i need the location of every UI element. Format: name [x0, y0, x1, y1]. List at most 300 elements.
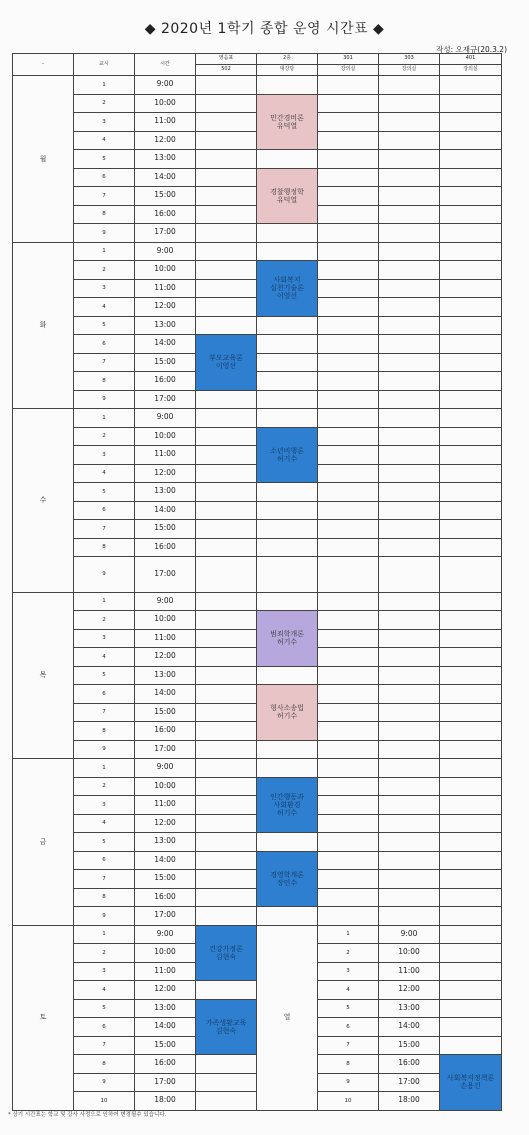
header-room-bottom: 대강당: [257, 65, 318, 76]
header-room-top: 303: [379, 54, 440, 65]
period-number: 3: [74, 279, 135, 298]
empty-cell: [318, 261, 379, 280]
empty-cell: [318, 592, 379, 611]
empty-cell: [196, 168, 257, 187]
period-time: 14:00: [379, 1018, 440, 1037]
day-label: 금: [13, 759, 74, 926]
empty-cell: [379, 648, 440, 667]
empty-cell: [196, 538, 257, 557]
period-time: 10:00: [379, 944, 440, 963]
class-block: 민간경비론 유덕열: [257, 94, 318, 150]
empty-cell: [440, 870, 502, 889]
empty-cell: [318, 538, 379, 557]
period-number: 3: [74, 962, 135, 981]
empty-cell: [257, 242, 318, 261]
empty-cell: [440, 464, 502, 483]
period-number: 1: [74, 409, 135, 428]
empty-cell: [440, 94, 502, 113]
period-number: 2: [74, 427, 135, 446]
empty-cell: [196, 150, 257, 169]
empty-cell: [318, 187, 379, 206]
author-note: 작성: 오재규(20.3.2): [436, 45, 507, 54]
period-time: 16:00: [135, 888, 196, 907]
empty-cell: [196, 557, 257, 593]
period-time: 13:00: [135, 483, 196, 502]
empty-cell: [196, 592, 257, 611]
header-period: 교시: [74, 54, 135, 76]
empty-cell: [318, 520, 379, 539]
period-time: 10:00: [135, 94, 196, 113]
period-number: 3: [318, 962, 379, 981]
empty-cell: [379, 409, 440, 428]
period-number: 5: [74, 483, 135, 502]
period-number: 7: [74, 353, 135, 372]
empty-cell: [440, 629, 502, 648]
period-number: 5: [74, 316, 135, 335]
empty-cell: [318, 722, 379, 741]
empty-cell: [379, 759, 440, 778]
period-number: 10: [74, 1092, 135, 1111]
empty-cell: [440, 150, 502, 169]
empty-cell: [196, 298, 257, 317]
empty-cell: [440, 557, 502, 593]
empty-cell: [318, 907, 379, 926]
day-label: 토: [13, 925, 74, 1110]
empty-cell: [318, 851, 379, 870]
empty-cell: [257, 833, 318, 852]
empty-cell: [379, 796, 440, 815]
period-time: 11:00: [379, 962, 440, 981]
empty-cell: [318, 168, 379, 187]
empty-cell: [440, 592, 502, 611]
empty-cell: [318, 279, 379, 298]
period-time: 18:00: [135, 1092, 196, 1111]
header-room-top: 영음표: [196, 54, 257, 65]
empty-cell: [379, 666, 440, 685]
empty-cell: [318, 113, 379, 132]
empty-cell: [318, 870, 379, 889]
period-time: 15:00: [135, 353, 196, 372]
period-number: 5: [74, 666, 135, 685]
period-time: 17:00: [135, 1073, 196, 1092]
empty-cell: [440, 501, 502, 520]
period-number: 5: [74, 999, 135, 1018]
empty-cell: [196, 409, 257, 428]
empty-cell: [196, 261, 257, 280]
empty-cell: [379, 520, 440, 539]
empty-cell: [318, 759, 379, 778]
empty-cell: [196, 703, 257, 722]
period-time: 16:00: [135, 205, 196, 224]
period-number: 6: [74, 335, 135, 354]
period-number: 2: [318, 944, 379, 963]
empty-cell: [196, 666, 257, 685]
empty-cell: [379, 113, 440, 132]
empty-cell: [196, 796, 257, 815]
empty-cell: [440, 242, 502, 261]
period-number: 2: [74, 261, 135, 280]
period-number: 3: [74, 446, 135, 465]
empty-cell: [440, 446, 502, 465]
period-time: 13:00: [135, 150, 196, 169]
empty-cell: [440, 685, 502, 704]
class-block: 범죄학개론 허기수: [257, 611, 318, 667]
empty-cell: [440, 224, 502, 243]
period-number: 8: [74, 205, 135, 224]
header-room-bottom: 강의실: [440, 65, 502, 76]
empty-cell: [379, 814, 440, 833]
period-time: 11:00: [135, 629, 196, 648]
class-block: 형사소송법 허기수: [257, 685, 318, 741]
period-time: 12:00: [135, 648, 196, 667]
period-time: 16:00: [379, 1055, 440, 1074]
empty-cell: [318, 611, 379, 630]
empty-cell: [318, 685, 379, 704]
empty-cell: [318, 150, 379, 169]
period-time: 16:00: [135, 372, 196, 391]
period-time: 14:00: [135, 501, 196, 520]
empty-cell: [196, 131, 257, 150]
period-number: 2: [74, 94, 135, 113]
period-time: 15:00: [135, 703, 196, 722]
timetable: [12, 53, 502, 1111]
period-number: 4: [74, 981, 135, 1000]
period-number: 9: [74, 907, 135, 926]
empty-cell: [196, 648, 257, 667]
empty-cell: [196, 981, 257, 1000]
empty-cell: [257, 150, 318, 169]
period-number: 8: [74, 722, 135, 741]
period-number: 6: [74, 168, 135, 187]
period-number: 8: [74, 538, 135, 557]
empty-cell: [379, 205, 440, 224]
empty-cell: [257, 557, 318, 593]
period-time: 17:00: [135, 907, 196, 926]
period-number: 7: [74, 187, 135, 206]
empty-cell: [379, 150, 440, 169]
empty-cell: [257, 353, 318, 372]
period-time: 11:00: [135, 113, 196, 132]
period-time: 15:00: [135, 520, 196, 539]
empty-cell: [257, 224, 318, 243]
empty-cell: [257, 666, 318, 685]
empty-cell: [440, 796, 502, 815]
period-time: 13:00: [135, 666, 196, 685]
empty-cell: [440, 205, 502, 224]
empty-cell: [379, 722, 440, 741]
empty-cell: [196, 446, 257, 465]
class-block: 경찰행정학 유덕열: [257, 168, 318, 224]
period-number: 8: [74, 888, 135, 907]
period-time: 13:00: [135, 999, 196, 1018]
period-time: 12:00: [135, 981, 196, 1000]
empty-cell: [318, 483, 379, 502]
empty-cell: [440, 981, 502, 1000]
empty-cell: [379, 464, 440, 483]
period-time: 15:00: [135, 870, 196, 889]
period-time: 11:00: [135, 796, 196, 815]
period-time: 14:00: [135, 168, 196, 187]
period-number: 6: [74, 501, 135, 520]
period-number: 9: [74, 1073, 135, 1092]
empty-cell: [318, 427, 379, 446]
empty-cell: [379, 629, 440, 648]
empty-cell: [379, 76, 440, 95]
empty-cell: [379, 298, 440, 317]
empty-cell: [196, 113, 257, 132]
empty-cell: [440, 907, 502, 926]
empty-cell: [379, 501, 440, 520]
empty-cell: [318, 94, 379, 113]
period-time: 12:00: [379, 981, 440, 1000]
empty-cell: [440, 888, 502, 907]
period-number: 9: [74, 224, 135, 243]
empty-cell: [379, 187, 440, 206]
period-time: 12:00: [135, 298, 196, 317]
empty-cell: [318, 796, 379, 815]
period-time: 10:00: [135, 944, 196, 963]
period-time: 18:00: [379, 1092, 440, 1111]
period-number: 4: [74, 464, 135, 483]
empty-cell: [318, 353, 379, 372]
empty-cell: [257, 483, 318, 502]
header-room-top: 2층: [257, 54, 318, 65]
empty-cell: [379, 390, 440, 409]
period-time: 9:00: [135, 925, 196, 944]
empty-cell: [318, 409, 379, 428]
period-time: 15:00: [135, 187, 196, 206]
empty-cell: [257, 409, 318, 428]
period-number: 2: [74, 611, 135, 630]
empty-cell: [196, 520, 257, 539]
empty-cell: [379, 538, 440, 557]
empty-cell: [196, 740, 257, 759]
day-label: 수: [13, 409, 74, 593]
empty-cell: [196, 777, 257, 796]
day-label: 화: [13, 242, 74, 409]
empty-cell: [379, 242, 440, 261]
empty-cell: [440, 759, 502, 778]
empty-cell: [196, 427, 257, 446]
empty-cell: [440, 833, 502, 852]
period-time: 17:00: [379, 1073, 440, 1092]
header-room-top: 301: [318, 54, 379, 65]
footer-note: * 상기 시간표는 학교 및 강사 사정으로 인하여 변경될수 있습니다.: [8, 1112, 167, 1118]
empty-cell: [379, 592, 440, 611]
empty-cell: [196, 759, 257, 778]
empty-cell: [379, 703, 440, 722]
empty-cell: [196, 242, 257, 261]
period-number: 5: [74, 150, 135, 169]
period-time: 14:00: [135, 851, 196, 870]
period-number: 9: [74, 740, 135, 759]
empty-cell: [196, 870, 257, 889]
empty-cell: [379, 427, 440, 446]
empty-cell: [318, 888, 379, 907]
empty-cell: [257, 501, 318, 520]
period-time: 12:00: [135, 464, 196, 483]
period-time: 10:00: [135, 427, 196, 446]
period-number: 9: [74, 557, 135, 593]
period-number: 7: [74, 703, 135, 722]
empty-cell: [318, 76, 379, 95]
period-time: 10:00: [135, 261, 196, 280]
empty-cell: [318, 316, 379, 335]
empty-cell: [440, 353, 502, 372]
period-time: 16:00: [135, 538, 196, 557]
period-number: 2: [74, 777, 135, 796]
header-room-top: 401: [440, 54, 502, 65]
empty-cell: [440, 335, 502, 354]
hall-closed-cell: 열: [257, 925, 318, 1110]
empty-cell: [379, 335, 440, 354]
empty-cell: [257, 390, 318, 409]
empty-cell: [440, 372, 502, 391]
class-block: 부모교육론 이영선: [196, 335, 257, 391]
period-number: 6: [74, 851, 135, 870]
period-time: 12:00: [135, 131, 196, 150]
empty-cell: [379, 372, 440, 391]
period-number: 7: [318, 1036, 379, 1055]
empty-cell: [196, 76, 257, 95]
empty-cell: [440, 722, 502, 741]
empty-cell: [379, 870, 440, 889]
period-time: 9:00: [135, 242, 196, 261]
empty-cell: [379, 851, 440, 870]
empty-cell: [318, 666, 379, 685]
empty-cell: [440, 611, 502, 630]
period-number: 6: [74, 685, 135, 704]
period-number: 8: [74, 372, 135, 391]
class-block: 소년비행론 허기수: [257, 427, 318, 483]
empty-cell: [196, 833, 257, 852]
empty-cell: [440, 925, 502, 944]
period-number: 3: [74, 113, 135, 132]
empty-cell: [196, 316, 257, 335]
empty-cell: [379, 316, 440, 335]
period-number: 1: [318, 925, 379, 944]
empty-cell: [379, 685, 440, 704]
empty-cell: [318, 703, 379, 722]
day-label: 월: [13, 76, 74, 243]
period-number: 5: [318, 999, 379, 1018]
empty-cell: [318, 740, 379, 759]
period-number: 6: [74, 1018, 135, 1037]
empty-cell: [440, 777, 502, 796]
period-number: 7: [74, 870, 135, 889]
empty-cell: [318, 224, 379, 243]
period-number: 4: [74, 298, 135, 317]
empty-cell: [440, 316, 502, 335]
empty-cell: [379, 446, 440, 465]
empty-cell: [318, 648, 379, 667]
empty-cell: [379, 94, 440, 113]
empty-cell: [379, 224, 440, 243]
header-room-bottom: 강의실: [318, 65, 379, 76]
period-time: 10:00: [135, 611, 196, 630]
empty-cell: [379, 261, 440, 280]
empty-cell: [196, 722, 257, 741]
period-time: 15:00: [135, 1036, 196, 1055]
class-block: 사회복지정책론 손용건: [440, 1055, 502, 1111]
header-room-bottom: 강의실: [379, 65, 440, 76]
period-time: 14:00: [135, 1018, 196, 1037]
period-number: 8: [74, 1055, 135, 1074]
empty-cell: [440, 814, 502, 833]
empty-cell: [440, 261, 502, 280]
class-block: 가족생활교육 김현숙: [196, 999, 257, 1055]
empty-cell: [440, 390, 502, 409]
empty-cell: [440, 703, 502, 722]
period-number: 6: [318, 1018, 379, 1037]
empty-cell: [318, 557, 379, 593]
empty-cell: [196, 907, 257, 926]
period-time: 9:00: [135, 76, 196, 95]
empty-cell: [318, 814, 379, 833]
period-time: 11:00: [135, 279, 196, 298]
period-number: 4: [318, 981, 379, 1000]
empty-cell: [440, 851, 502, 870]
period-number: 5: [74, 833, 135, 852]
empty-cell: [440, 279, 502, 298]
empty-cell: [318, 131, 379, 150]
empty-cell: [196, 611, 257, 630]
class-block: 건강가정론 김현숙: [196, 925, 257, 981]
period-time: 9:00: [135, 592, 196, 611]
empty-cell: [440, 538, 502, 557]
empty-cell: [440, 648, 502, 667]
period-number: 4: [74, 814, 135, 833]
empty-cell: [440, 962, 502, 981]
period-time: 15:00: [379, 1036, 440, 1055]
empty-cell: [196, 501, 257, 520]
empty-cell: [257, 520, 318, 539]
empty-cell: [257, 372, 318, 391]
timetable-table: [12, 53, 502, 1111]
period-time: 17:00: [135, 557, 196, 593]
empty-cell: [379, 557, 440, 593]
period-number: 4: [74, 131, 135, 150]
empty-cell: [440, 113, 502, 132]
empty-cell: [440, 999, 502, 1018]
empty-cell: [379, 740, 440, 759]
empty-cell: [440, 520, 502, 539]
period-time: 11:00: [135, 962, 196, 981]
period-time: 14:00: [135, 335, 196, 354]
period-time: 16:00: [135, 722, 196, 741]
empty-cell: [196, 464, 257, 483]
period-number: 8: [318, 1055, 379, 1074]
empty-cell: [318, 777, 379, 796]
empty-cell: [196, 888, 257, 907]
empty-cell: [440, 427, 502, 446]
period-time: 13:00: [135, 833, 196, 852]
empty-cell: [379, 611, 440, 630]
empty-cell: [440, 187, 502, 206]
empty-cell: [318, 298, 379, 317]
empty-cell: [379, 353, 440, 372]
empty-cell: [196, 814, 257, 833]
header-room-bottom: 502: [196, 65, 257, 76]
empty-cell: [257, 759, 318, 778]
empty-cell: [318, 242, 379, 261]
empty-cell: [440, 944, 502, 963]
empty-cell: [196, 851, 257, 870]
period-number: 1: [74, 76, 135, 95]
period-time: 9:00: [135, 759, 196, 778]
empty-cell: [379, 483, 440, 502]
period-number: 9: [318, 1073, 379, 1092]
